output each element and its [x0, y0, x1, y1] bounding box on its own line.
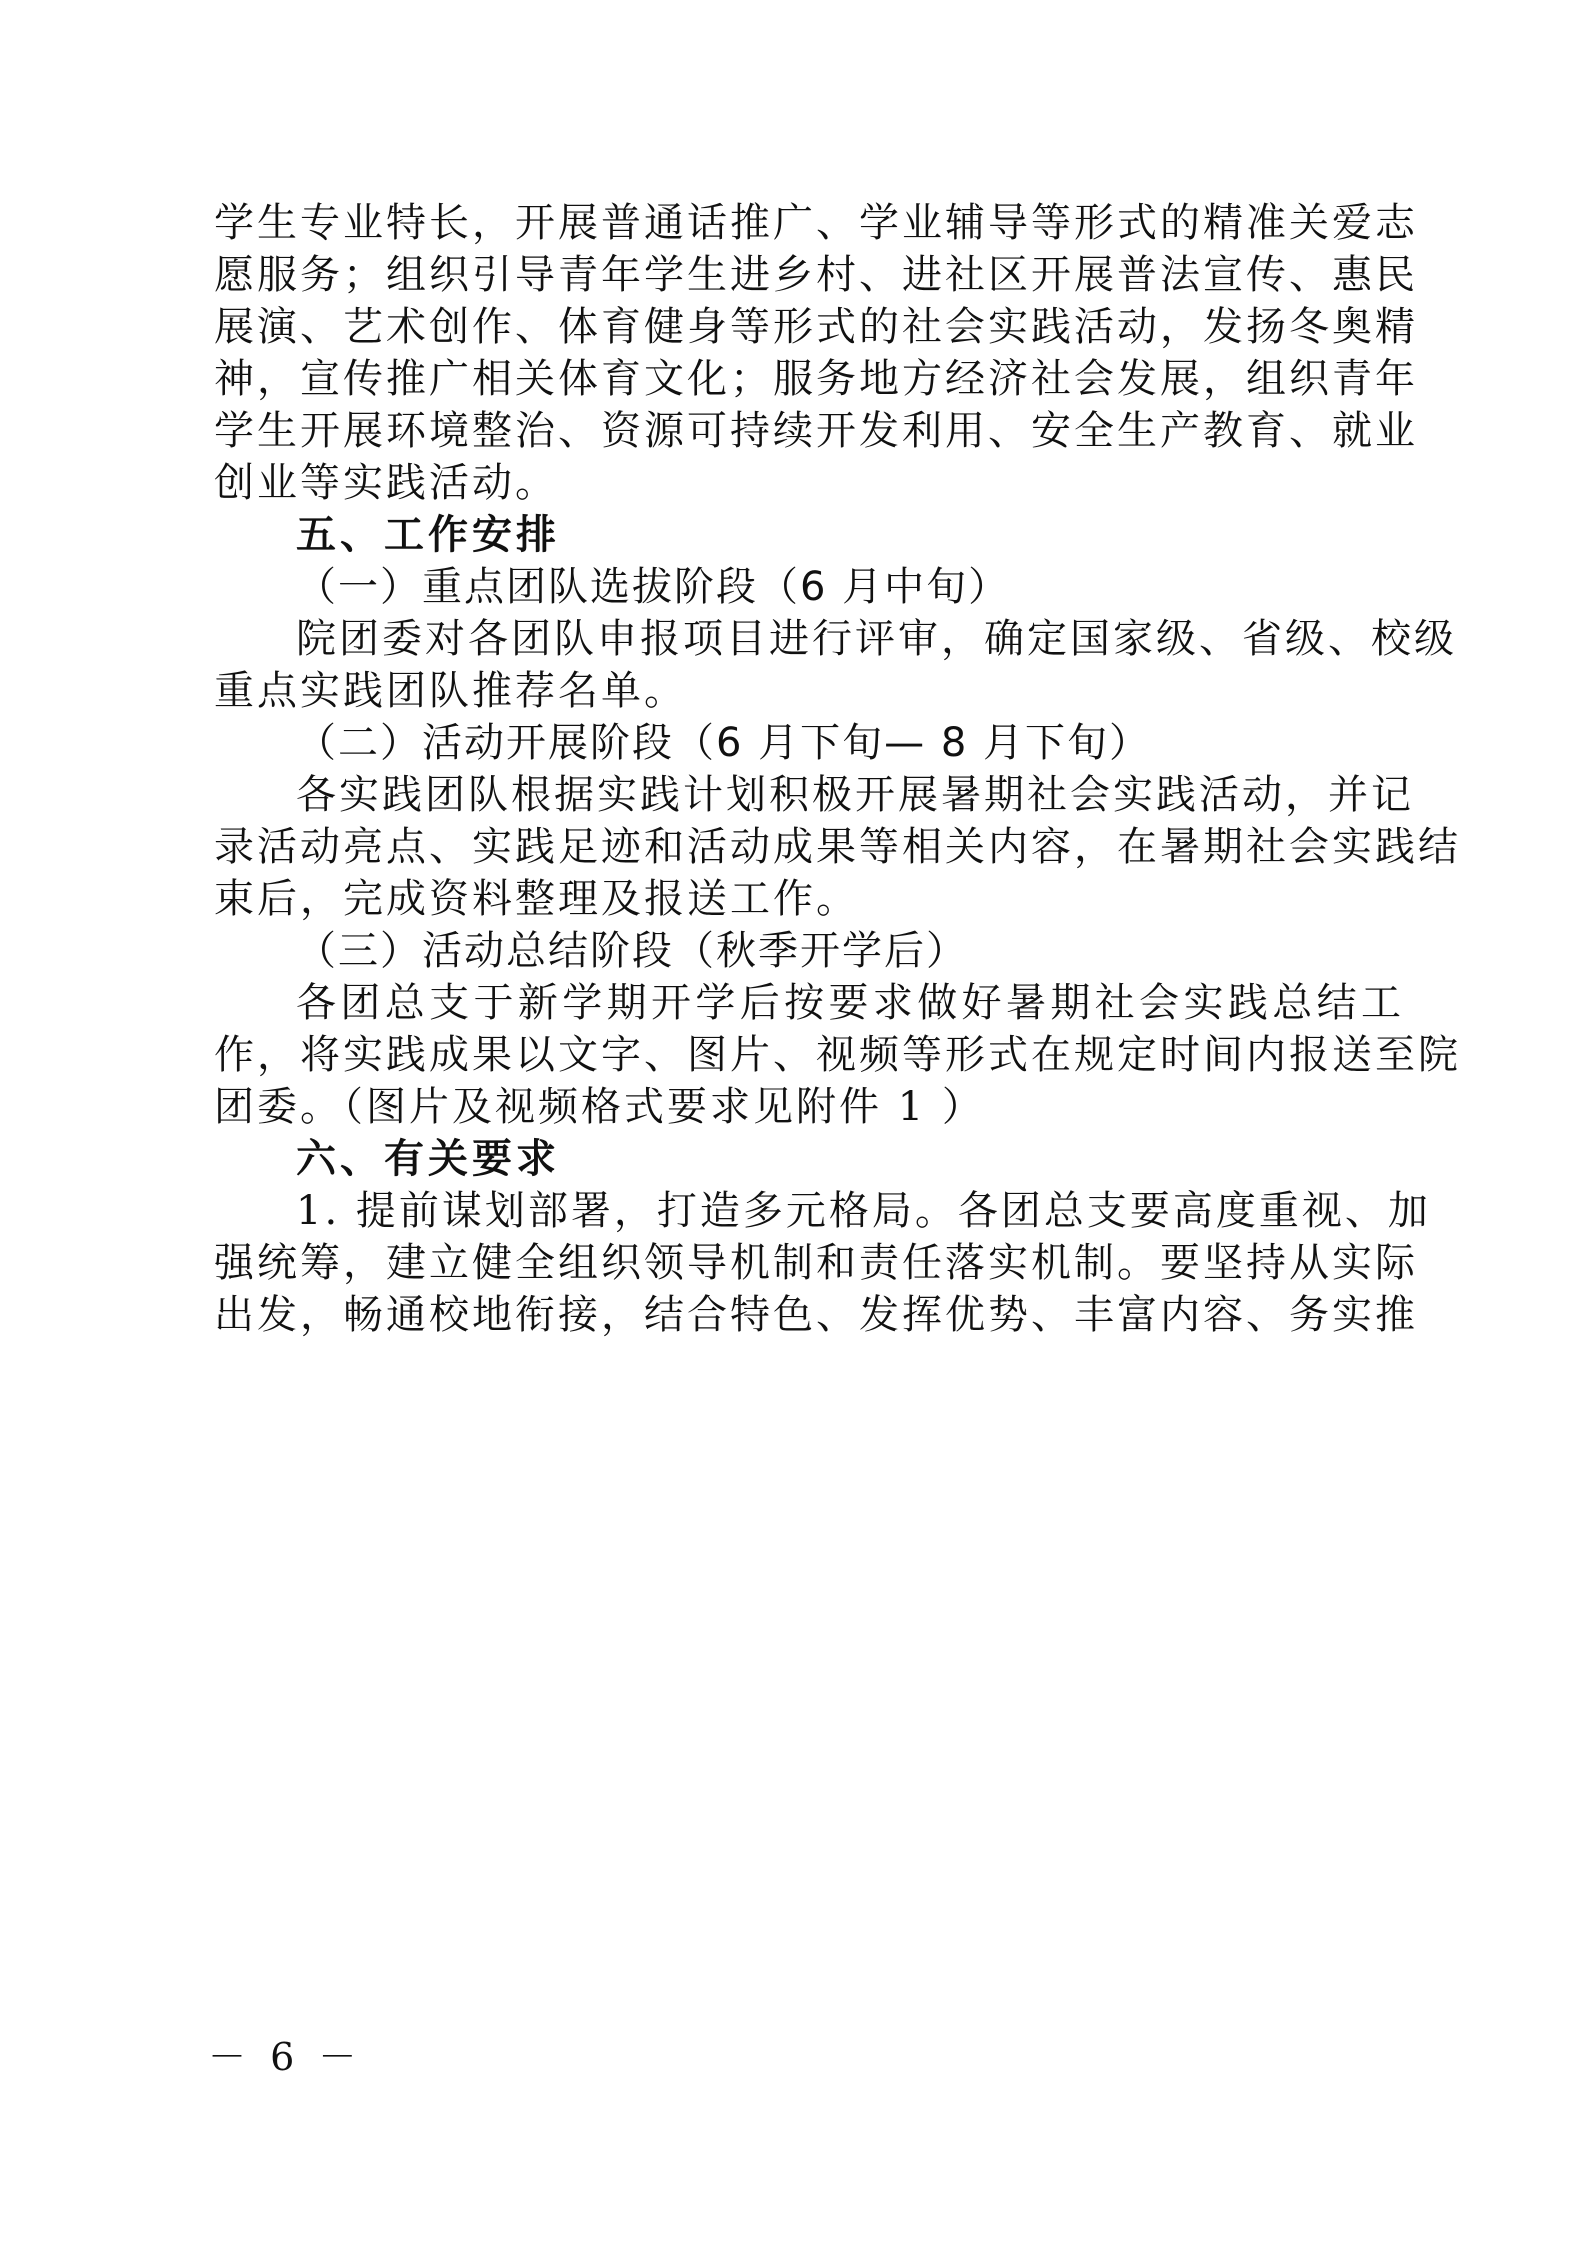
paragraph-line: 1. 提前谋划部署，打造多元格局。各团总支要高度重视、加 [296, 1188, 1431, 1234]
paragraph-line: 学生开展环境整治、资源可持续开发利用、安全生产教育、就业 [214, 408, 1418, 454]
paragraph-line: 院团委对各团队申报项目进行评审，确定国家级、省级、校级 [296, 616, 1457, 662]
section-heading: 六、有关要求 [296, 1136, 560, 1182]
paragraph-line: 愿服务；组织引导青年学生进乡村、进社区开展普法宣传、惠民 [214, 252, 1418, 298]
paragraph-line: 展演、艺术创作、体育健身等形式的社会实践活动，发扬冬奥精 [214, 304, 1418, 350]
paragraph-line: 出发，畅通校地衔接，结合特色、发挥优势、丰富内容、务实推 [214, 1292, 1418, 1338]
page-number: － 6 － [208, 2035, 363, 2079]
paragraph-line: 各实践团队根据实践计划积极开展暑期社会实践活动，并记 [296, 772, 1414, 818]
paragraph-line: 学生专业特长，开展普通话推广、学业辅导等形式的精准关爱志 [214, 200, 1418, 246]
paragraph-line: 录活动亮点、实践足迹和活动成果等相关内容，在暑期社会实践结 [214, 824, 1461, 870]
paragraph-line: 创业等实践活动。 [214, 460, 558, 506]
paragraph-line: 神，宣传推广相关体育文化；服务地方经济社会发展，组织青年 [214, 356, 1418, 402]
paragraph-line: 各团总支于新学期开学后按要求做好暑期社会实践总结工 [296, 980, 1404, 1026]
section-heading: 五、工作安排 [296, 512, 560, 558]
subsection-heading: （一）重点团队选拔阶段（6 月中旬） [296, 564, 1011, 610]
paragraph-line: 强统筹，建立健全组织领导机制和责任落实机制。要坚持从实际 [214, 1240, 1418, 1286]
paragraph-line: 团委。（图片及视频格式要求见附件 1 ） [214, 1084, 985, 1130]
paragraph-line: 束后，完成资料整理及报送工作。 [214, 876, 859, 922]
subsection-heading: （三）活动总结阶段（秋季开学后） [296, 928, 968, 974]
subsection-heading: （二）活动开展阶段（6 月下旬— 8 月下旬） [296, 720, 1152, 766]
paragraph-line: 作，将实践成果以文字、图片、视频等形式在规定时间内报送至院 [214, 1032, 1461, 1078]
paragraph-line: 重点实践团队推荐名单。 [214, 668, 687, 714]
